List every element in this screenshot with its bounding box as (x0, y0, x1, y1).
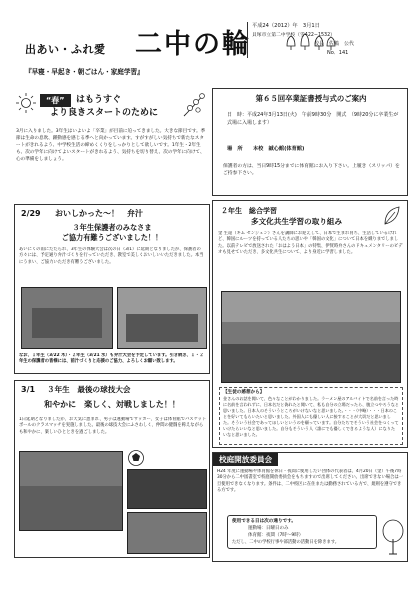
ball-photo-basketball-top (127, 469, 207, 509)
graduation-place: 場 所 本校 誠心館(体育館) (227, 146, 305, 152)
study-body: 金 生還（キム センジュン）さんを講師にお迎えして、日本で生まれ育ち、生活しているけれど、韓国にルーツを持っている人たちの思いや「韓国の文化」について日本を織りまでしました。以前テレビで放送された「おはよう日本」の特集、伊賀時弁さんのドキュメンタリーのビデオも見せていただき、多文化共生について、より身近に学習しました。 (218, 231, 403, 256)
bento-photo-left (21, 287, 113, 349)
notice-ground: 運動場：日曜日のみ (248, 526, 289, 531)
impressions-body: 金さんのお話を聞いて、色々なことがわかりました。ラーメン屋のアルバイトで名前を言った時に名前を言われずに、日本名だと偽れたと聞いて、私も自分の立場だったら、腹立つやろうなと思いました。日本人のそういうところがいけないなと思いました。・・・（中略）・・・日本のことを好いてもらいたいと思いました。外国人にも優しい人に接することが大切だと思いました。そういう社会であってほしいというのを願っています。自分たちでそういう社会をつくっていけたらいいなと思いました。自分もそういう人（誰にでも優しくできるような人）になりたいなと思いました。 (223, 396, 399, 438)
spring-title-line2: より良きスタートのために (50, 108, 159, 118)
ball-title: ３年生 最後の球技大会 (47, 385, 131, 394)
spring-badge: “春” (40, 94, 71, 107)
ball-photo-basketball-bottom (127, 512, 207, 554)
committee-section (212, 452, 408, 562)
spring-section (14, 90, 210, 200)
ball-body: 1日延期となりましたが、お天気に恵まれ、男子は運動場でサッカー、女子は体育館でバスケットボールのクラスマッチを実施しました。最後の球技大会にふさわしく、仲間の健闘を称えながらも和やかに、楽しいひとときを過ごしました。 (19, 417, 207, 435)
header-title: 二中の輪 (135, 29, 251, 60)
sun-icon (15, 92, 37, 114)
tulip-illustration (283, 30, 339, 50)
blossom-illustration (182, 90, 208, 118)
study-photo (221, 291, 401, 383)
notice-exception: ただし、二中の学校行事や部活動の活動日を除きます。 (232, 540, 340, 545)
ball-photo-soccer (19, 451, 123, 531)
ball-subtitle: 和やかに 楽しく、対戦しました！！ (44, 400, 180, 409)
bento-title: おいしかった〜！ 弁汁 (55, 209, 143, 218)
ball-date: 3/1 (21, 385, 36, 394)
bento-body: あいにくの雨にたたられ、3年生の体験大会は次の日（3/1）に延期となりましたが、保護者の方々には、予定通り弁汁づくりを行っていただき、教室で美しくおいしいいただきました。本当にうまい、ご協力いただき有難うございました。 (19, 247, 204, 265)
bento-photo-right (117, 287, 207, 349)
study-title: 多文化共生学習の取り組み (251, 217, 343, 226)
bento-heading1: ３年生保護者のみなさま (72, 223, 152, 232)
graduation-title: 第６５回卒業証書授与式のご案内 (255, 94, 367, 103)
bento-date: 2/29 (21, 209, 41, 218)
issue-number: No．141 (327, 50, 349, 56)
header-motto: 『早寝・早起き・朝ごはん・家庭学習』 (25, 68, 144, 76)
study-section (212, 200, 408, 448)
impressions-title: 【生徒の感想から】 (223, 390, 265, 395)
leaf-icon (381, 204, 403, 226)
graduation-datetime: 日 時：平成24年3月13日(火) 午前9時30分 開式 （9時20分に卒業生が式場に入場します） (227, 112, 399, 126)
spring-title-line1: はもうすぐ (76, 95, 122, 105)
masthead (25, 16, 405, 86)
principal-name: 校長 佐嶋 公代 (314, 41, 355, 47)
committee-title: 校庭開放委員会 (213, 453, 278, 466)
graduation-note: 保護者の方は、当日9時15分までに体育館にお入り下さい。上履き（スリッパ）をご持参下さい。 (223, 164, 400, 176)
ball-icon (127, 449, 145, 467)
header-subtitle: 出あい・ふれ愛 (25, 43, 106, 56)
issue-date: 平成24（2012）年 3月1日 (252, 23, 320, 29)
tree-icon (381, 519, 405, 555)
study-grade: ２年生 総合学習 (221, 207, 277, 215)
graduation-notice (212, 88, 408, 196)
school-name: 貝塚市立第二中学校（雪422−1532） (252, 33, 335, 38)
committee-notice (227, 515, 377, 549)
impressions-box (219, 387, 403, 445)
bento-heading2: ご協力有難うございました！！ (61, 233, 163, 242)
spring-body: 3月に入りました。3年生はいよいよ「卒業」が目前に迫ってきました。大きな節目です。季節は生命の息吹、躍動感を感じる季へと向かっています。すがすがしい気持ちで新たなスタートがきれるよう、中学校生活の締めくくりをしっかりとして欲しいです。1年生・2年生も、次の学年に向けてよいスタートがきれるよう、気持ちを切り替え、次の学年に向けて、心の準備をしましょう。 (16, 129, 206, 162)
committee-body: H24 年度に運動場や体育館を休日・夜間に使用したい団体の代表者は、4月20日（金）午後7時30分から二中図書室で校庭開放委員会をもちますので出席してください。出席できない場合は一旦使用できなくなります。条件は、二中校区に在住または勤務されている方で、規則を遵守できる方です。 (217, 469, 403, 494)
notice-title: 使用できる日は次の通りです。 (232, 519, 296, 524)
notice-gym: 体育館：夜間（7時〜9時） (248, 533, 304, 538)
bento-note: なお、１年生（3/22 木）・２年生（3/21 水）も弁汁大会を予定しています。引き続き、１・２年生の保護者の皆様には、前汁づくりと応援のご協力、よろしくお願い致します。 (19, 353, 204, 365)
ball-game-section (14, 380, 210, 558)
bento-section (14, 204, 210, 374)
